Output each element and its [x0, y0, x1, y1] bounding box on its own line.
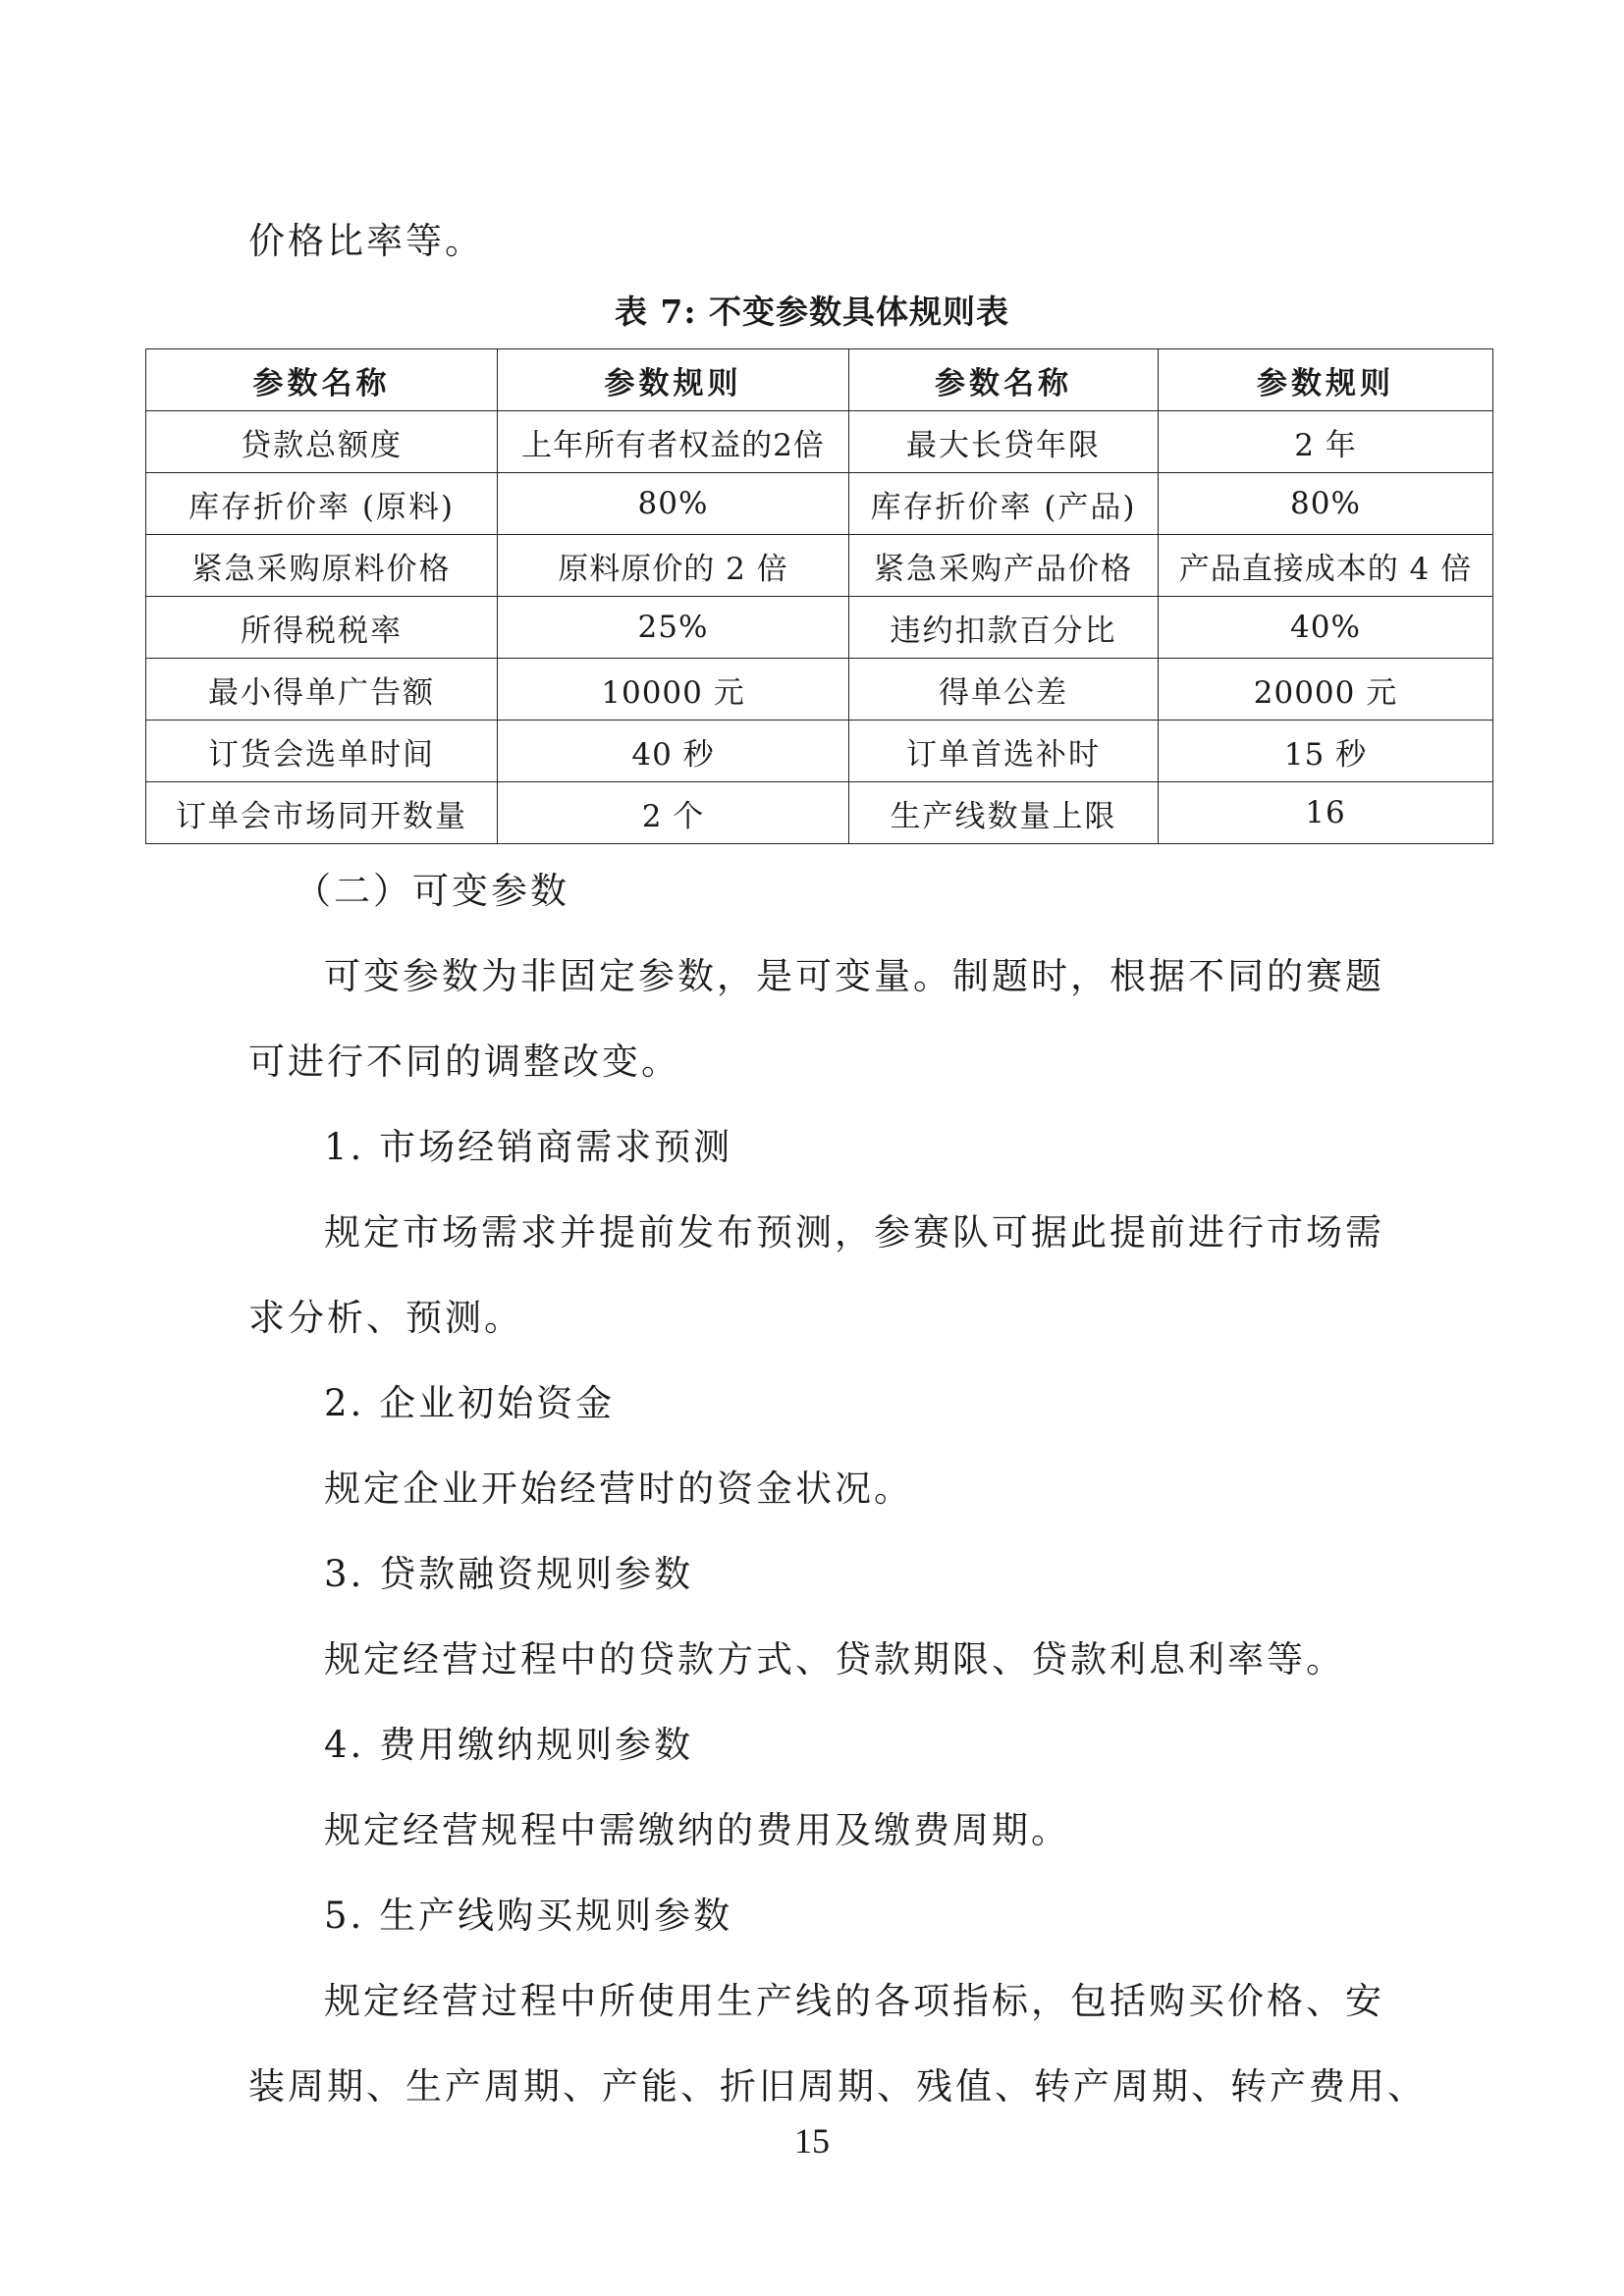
param-rule-cell: 40% [1159, 597, 1493, 659]
section-intro-line-1: 可变参数为非固定参数，是可变量。制题时，根据不同的赛题 [324, 955, 1384, 997]
item-5-title: 5. 生产线购买规则参数 [324, 1895, 733, 1937]
item-4-desc-line-1: 规定经营规程中需缴纳的费用及缴费周期。 [324, 1809, 1070, 1851]
param-name-cell: 得单公差 [849, 659, 1159, 721]
item-5-desc-line-2: 装周期、生产周期、产能、折旧周期、残值、转产周期、转产费用、 [248, 2065, 1427, 2108]
param-rule-cell: 40 秒 [498, 721, 849, 782]
param-name-cell: 最大长贷年限 [849, 411, 1159, 473]
param-rule-cell: 80% [1159, 473, 1493, 535]
table-row [146, 597, 1493, 659]
param-name-cell: 所得税税率 [146, 597, 498, 659]
param-rule-cell: 产品直接成本的 4 倍 [1159, 535, 1493, 597]
table-row [146, 659, 1493, 721]
section-intro-line-2: 可进行不同的调整改变。 [248, 1041, 680, 1083]
param-rule-cell: 20000 元 [1159, 659, 1493, 721]
fixed-parameters-table [145, 348, 1493, 844]
param-rule-cell: 25% [498, 597, 849, 659]
param-name-cell: 贷款总额度 [146, 411, 498, 473]
param-name-cell: 订单首选补时 [849, 721, 1159, 782]
param-rule-cell: 15 秒 [1159, 721, 1493, 782]
param-rule-cell: 上年所有者权益的2倍 [498, 411, 849, 473]
param-name-cell: 库存折价率 (产品) [849, 473, 1159, 535]
item-1-title: 1. 市场经销商需求预测 [324, 1126, 733, 1168]
table-row [146, 721, 1493, 782]
table-row [146, 782, 1493, 844]
param-name-cell: 订单会市场同开数量 [146, 782, 498, 844]
param-rule-cell: 原料原价的 2 倍 [498, 535, 849, 597]
param-name-cell: 订货会选单时间 [146, 721, 498, 782]
param-name-cell: 违约扣款百分比 [849, 597, 1159, 659]
param-rule-cell: 80% [498, 473, 849, 535]
section-heading: （二）可变参数 [295, 870, 569, 912]
table-row [146, 473, 1493, 535]
page-number: 15 [794, 2121, 830, 2161]
param-name-cell: 紧急采购产品价格 [849, 535, 1159, 597]
param-name-cell: 最小得单广告额 [146, 659, 498, 721]
item-1-desc-line-1: 规定市场需求并提前发布预测，参赛队可据此提前进行市场需 [324, 1211, 1384, 1254]
item-3-desc-line-1: 规定经营过程中的贷款方式、贷款期限、贷款利息利率等。 [324, 1638, 1345, 1681]
item-4-title: 4. 费用缴纳规则参数 [324, 1724, 694, 1766]
item-2-title: 2. 企业初始资金 [324, 1382, 616, 1424]
param-name-cell: 紧急采购原料价格 [146, 535, 498, 597]
table-header-row [146, 349, 1493, 411]
table-caption: 表 7: 不变参数具体规则表 [614, 293, 1010, 331]
param-name-cell: 库存折价率 (原料) [146, 473, 498, 535]
header-param-name: 参数名称 [849, 349, 1159, 411]
param-name-cell: 生产线数量上限 [849, 782, 1159, 844]
param-rule-cell: 2 个 [498, 782, 849, 844]
header-param-name: 参数名称 [146, 349, 498, 411]
intro-line: 价格比率等。 [248, 220, 484, 262]
table-row [146, 411, 1493, 473]
table-row [146, 535, 1493, 597]
header-param-rule: 参数规则 [498, 349, 849, 411]
item-1-desc-line-2: 求分析、预测。 [248, 1297, 523, 1339]
param-rule-cell: 16 [1159, 782, 1493, 844]
param-rule-cell: 2 年 [1159, 411, 1493, 473]
param-rule-cell: 10000 元 [498, 659, 849, 721]
item-3-title: 3. 贷款融资规则参数 [324, 1553, 694, 1595]
item-5-desc-line-1: 规定经营过程中所使用生产线的各项指标，包括购买价格、安 [324, 1980, 1384, 2022]
item-2-desc-line-1: 规定企业开始经营时的资金状况。 [324, 1468, 913, 1510]
header-param-rule: 参数规则 [1159, 349, 1493, 411]
